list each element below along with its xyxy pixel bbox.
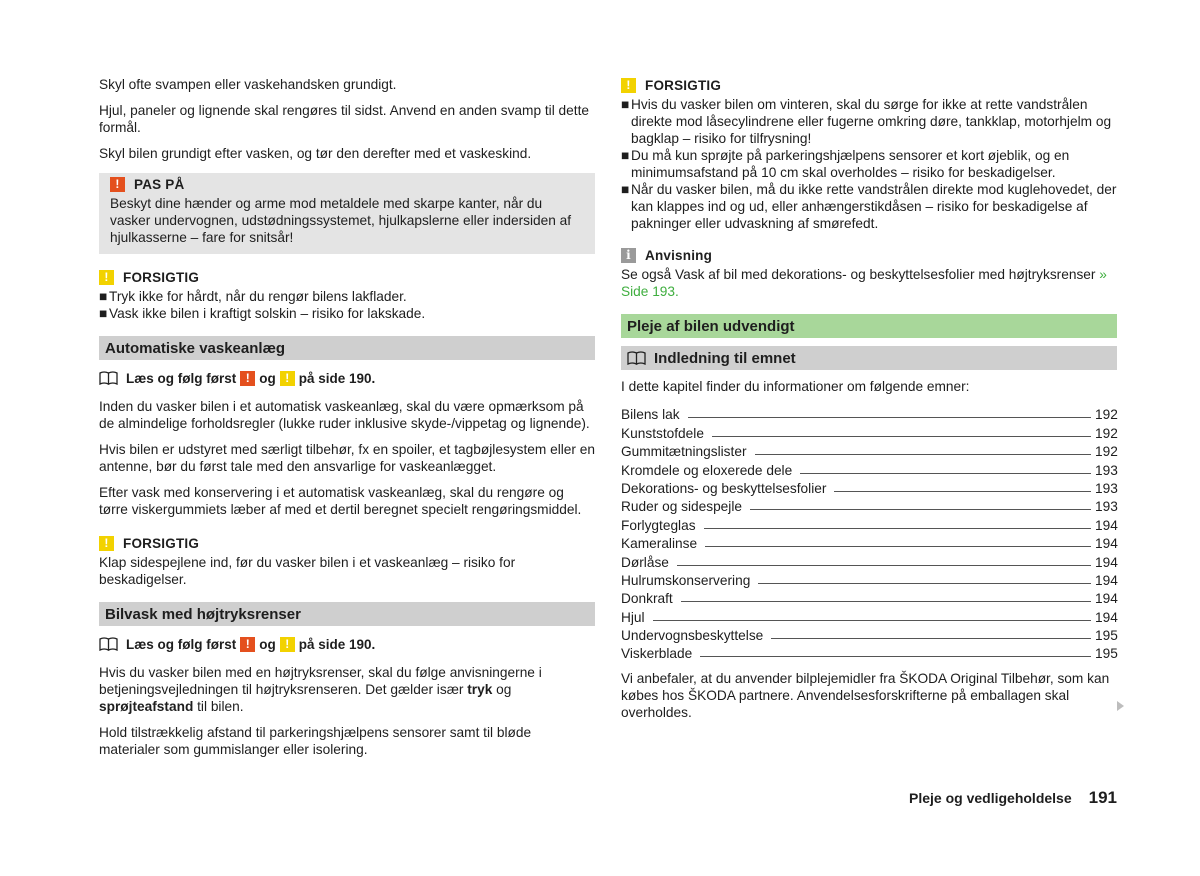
warning-header — [110, 173, 584, 195]
caution-block — [99, 268, 595, 322]
caution-bullet: ■ Du må kun sprøjte på parkeringshjælpens sensorer et kort øjeblik, og en minimumsafstand på 10 cm skal overholdes – risiko for beskadigelser. — [621, 148, 1070, 180]
section-title: Automatiske vaskeanlæg — [105, 339, 286, 357]
paragraph: Skyl bilen grundigt efter vasken, og tør den derefter med et vaskeskind. — [99, 146, 532, 161]
toc-leader — [834, 491, 1091, 492]
book-icon — [627, 351, 646, 365]
toc-page: 194 — [1095, 572, 1118, 588]
info-icon: i — [621, 248, 636, 263]
caution-bullet: ■ Hvis du vasker bilen om vinteren, skal du sørge for ikke at rette vandstrålen direkte mod låsecylindrene eller fugerne omkring døre, tankklap, motorhjelm og bagklap – risiko for tilfrysning! — [621, 97, 1112, 146]
toc-leader — [653, 620, 1091, 621]
toc-row[interactable] — [621, 570, 1117, 588]
chapter-header — [621, 314, 1117, 338]
paragraph: Inden du vasker bilen i et automatisk vaskeanlæg, skal du være opmærksom på de almindelige forholdsregler (lukke ruder inklusive skyde-/vippetag og lignende). — [99, 399, 590, 431]
warning-icon: ! — [240, 637, 255, 652]
page-link[interactable]: » Side 193. — [621, 267, 1107, 299]
caution-block — [621, 76, 1117, 232]
toc-page: 195 — [1095, 628, 1118, 644]
warning-title: PAS PÅ — [134, 176, 185, 192]
page-number: 191 — [1088, 788, 1117, 807]
toc-row[interactable] — [621, 514, 1117, 532]
note-text: Se også Vask af bil med dekorations- og beskyttelsesfolier med højtryksrenser » Side 193. — [621, 267, 1107, 299]
toc-row[interactable] — [621, 459, 1117, 477]
caution-title: FORSIGTIG — [123, 535, 200, 551]
caution-icon: ! — [621, 78, 636, 93]
toc-page: 194 — [1095, 609, 1118, 625]
toc-page: 194 — [1095, 536, 1118, 552]
toc-row[interactable] — [621, 441, 1117, 459]
toc-label: Gummitætningslister — [621, 444, 747, 460]
toc-page: 194 — [1095, 517, 1118, 533]
caution-header — [621, 76, 1117, 94]
section-title: Bilvask med højtryksrenser — [105, 605, 301, 623]
toc-label: Forlygteglas — [621, 517, 696, 533]
toc-label: Kameralinse — [621, 536, 698, 552]
toc-row[interactable] — [621, 496, 1117, 514]
toc-row[interactable] — [621, 625, 1117, 643]
toc-leader — [712, 436, 1091, 437]
caution-icon: ! — [99, 270, 114, 285]
toc-leader — [755, 454, 1092, 455]
toc-row[interactable] — [621, 478, 1117, 496]
toc-row[interactable] — [621, 588, 1117, 606]
toc-page: 192 — [1095, 444, 1118, 460]
toc-label: Viskerblade — [621, 646, 693, 662]
reference-line: Læs og følg først ! og ! på side 190. — [99, 368, 595, 388]
toc-page: 193 — [1095, 480, 1118, 496]
section-header — [621, 346, 1117, 370]
caution-title: FORSIGTIG — [123, 269, 200, 285]
toc-page: 194 — [1095, 591, 1118, 607]
section-header — [99, 602, 595, 626]
toc-leader — [704, 528, 1091, 529]
toc-leader — [700, 656, 1091, 657]
paragraph: Skyl ofte svampen eller vaskehandsken grundigt. — [99, 77, 397, 92]
toc-row[interactable] — [621, 404, 1117, 422]
toc-row[interactable] — [621, 606, 1117, 624]
paragraph: Hvis du vasker bilen med en højtryksrenser, skal du følge anvisningerne i betjeningsvejledningen til højtryksrenseren. Det gælder især tryk og sprøjteafstand til bilen. — [99, 665, 542, 714]
toc-leader — [750, 509, 1091, 510]
toc-page: 193 — [1095, 499, 1118, 515]
caution-icon: ! — [99, 536, 114, 551]
toc-leader — [758, 583, 1091, 584]
toc-label: Ruder og sidespejle — [621, 499, 742, 515]
footer-title: Pleje og vedligeholdelse — [909, 790, 1072, 806]
paragraph: Efter vask med konservering i et automatisk vaskeanlæg, skal du rengøre og tørre viskergummiets læber af med et dertil beregnet specielt rengøringsmiddel. — [99, 485, 582, 517]
paragraph: Hvis bilen er udstyret med særligt tilbehør, fx en spoiler, et tagbøjlesystem eller en antenne, bør du først tale med den ansvarlige for vaskeanlægget. — [99, 442, 595, 474]
toc-label: Hulrumskonservering — [621, 572, 751, 588]
left-column — [99, 76, 595, 767]
caution-title: FORSIGTIG — [645, 77, 722, 93]
toc-page: 193 — [1095, 462, 1118, 478]
toc-row[interactable] — [621, 533, 1117, 551]
note-title: Anvisning — [645, 247, 713, 263]
toc-row[interactable] — [621, 551, 1117, 569]
paragraph: I dette kapitel finder du informationer om følgende emner: — [621, 379, 970, 394]
caution-bullet: ■ Tryk ikke for hårdt, når du rengør bilens lakflader. — [99, 289, 407, 304]
page-footer — [909, 788, 1117, 808]
warning-text: Beskyt dine hænder og arme mod metaldele med skarpe kanter, når du vasker undervognen, udstødningssystemet, hjulkapslerne eller indersiden af hjulkasserne – fare for snitsår! — [110, 196, 572, 245]
toc-leader — [688, 417, 1091, 418]
reference-line: Læs og følg først ! og ! på side 190. — [99, 634, 595, 654]
toc-label: Kunststofdele — [621, 425, 704, 441]
toc-page: 195 — [1095, 646, 1118, 662]
toc-page: 192 — [1095, 425, 1118, 441]
toc-label: Hjul — [621, 609, 645, 625]
caution-icon: ! — [280, 637, 295, 652]
toc-page: 194 — [1095, 554, 1118, 570]
section-header — [99, 336, 595, 360]
paragraph: Hjul, paneler og lignende skal rengøres til sidst. Anvend en anden svamp til dette formål. — [99, 103, 589, 135]
continue-arrow-icon — [1117, 701, 1124, 711]
book-icon — [99, 637, 118, 651]
warning-icon: ! — [110, 177, 125, 192]
toc-row[interactable] — [621, 422, 1117, 440]
caution-text — [99, 288, 595, 322]
paragraph: Vi anbefaler, at du anvender bilplejemidler fra ŠKODA Original Tilbehør, som kan købes hos ŠKODA partnere. Anvendelsesforskrifterne på emballagen skal overholdes. — [621, 671, 1110, 721]
toc-leader — [771, 638, 1091, 639]
section-title: Indledning til emnet — [654, 349, 796, 367]
toc-leader — [677, 565, 1091, 566]
toc-label: Kromdele og eloxerede dele — [621, 462, 793, 478]
toc-label: Bilens lak — [621, 407, 680, 423]
caution-text: Klap sidespejlene ind, før du vasker bilen i et vaskeanlæg – risiko for beskadigelser. — [99, 555, 516, 587]
table-of-contents — [621, 404, 1117, 661]
paragraph: Hold tilstrækkelig afstand til parkeringshjælpens sensorer samt til bløde materialer som gummislanger eller isolering. — [99, 725, 532, 757]
toc-leader — [681, 601, 1091, 602]
note-block — [621, 246, 1117, 300]
caution-header — [99, 534, 595, 552]
toc-label: Dekorations- og beskyttelsesfolier — [621, 480, 827, 496]
book-icon — [99, 371, 118, 385]
toc-label: Dørlåse — [621, 554, 669, 570]
toc-page: 192 — [1095, 407, 1118, 423]
toc-leader — [705, 546, 1091, 547]
caution-icon: ! — [280, 371, 295, 386]
caution-block — [99, 534, 595, 588]
toc-leader — [800, 473, 1091, 474]
toc-row[interactable] — [621, 643, 1117, 661]
caution-bullet: ■ Vask ikke bilen i kraftigt solskin – risiko for lakskade. — [99, 306, 426, 321]
warning-box — [99, 173, 595, 254]
warning-icon: ! — [240, 371, 255, 386]
toc-label: Undervognsbeskyttelse — [621, 628, 764, 644]
caution-text — [621, 96, 1117, 232]
note-header — [621, 246, 1117, 264]
caution-bullet: ■ Når du vasker bilen, må du ikke rette vandstrålen direkte mod kuglehovedet, der kan klappes ind og ud, eller anhængerstikdåsen – risiko for beskadigelse af pakninger eller udvaskning af smørefedt. — [621, 182, 1117, 231]
caution-header — [99, 268, 595, 286]
toc-label: Donkraft — [621, 591, 673, 607]
right-column — [621, 76, 1117, 730]
chapter-title: Pleje af bilen udvendigt — [627, 317, 795, 335]
